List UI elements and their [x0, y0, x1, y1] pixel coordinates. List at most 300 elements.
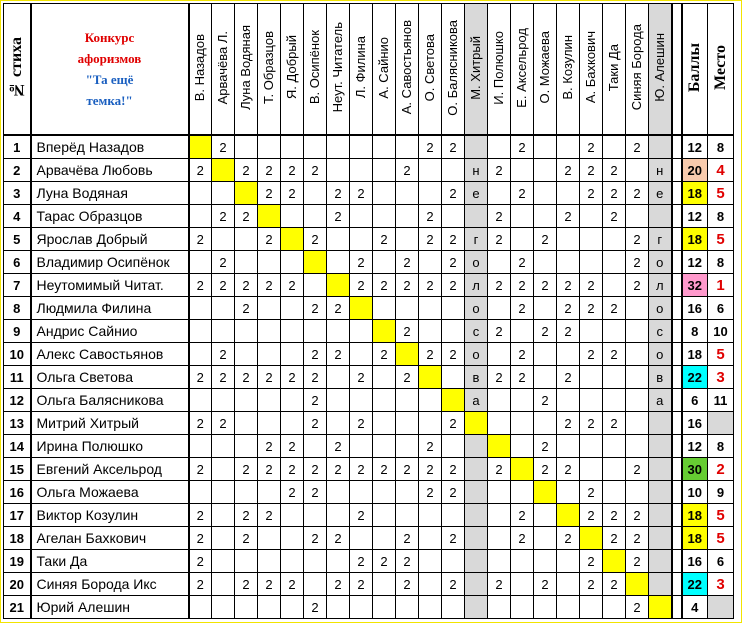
vote-cell: 2: [603, 297, 626, 320]
vote-cell: 2: [327, 182, 350, 205]
vote-cell: 2: [488, 159, 511, 182]
table-row: [4, 573, 734, 596]
vote-cell: 2: [511, 343, 534, 366]
vote-cell: [626, 205, 649, 228]
vote-cell: 2: [235, 527, 258, 550]
vote-cell: 2: [189, 159, 212, 182]
author-name: Людмила Филина: [31, 297, 189, 320]
vote-cell: [327, 550, 350, 573]
vote-cell: 2: [442, 412, 465, 435]
vote-cell: [534, 135, 557, 159]
place-cell: 5: [708, 228, 734, 251]
vote-cell: [580, 527, 603, 550]
place-cell: [708, 596, 734, 619]
row-number: 21: [4, 596, 31, 619]
table-row: [4, 481, 734, 504]
vote-cell: 2: [603, 527, 626, 550]
table-row: [4, 274, 734, 297]
vote-cell: 2: [281, 573, 304, 596]
vote-cell: [258, 412, 281, 435]
vote-cell: [396, 481, 419, 504]
vote-cell: 2: [511, 135, 534, 159]
vote-cell: [327, 481, 350, 504]
judge-header: [488, 4, 511, 136]
vote-cell: 2: [189, 527, 212, 550]
spacer-cell: [672, 458, 682, 481]
vote-cell: 2: [557, 320, 580, 343]
score-cell: 18: [682, 343, 708, 366]
vote-cell: [488, 343, 511, 366]
vote-cell: 2: [419, 435, 442, 458]
vote-cell: 2: [442, 274, 465, 297]
vote-cell: [281, 228, 304, 251]
vote-cell: [281, 412, 304, 435]
score-header-label: Баллы: [685, 42, 703, 93]
place-cell: 5: [708, 527, 734, 550]
table-row: [4, 527, 734, 550]
vote-cell: 2: [557, 205, 580, 228]
vote-cell: [557, 435, 580, 458]
place-cell: 8: [708, 251, 734, 274]
vote-cell: [396, 343, 419, 366]
vote-cell: [511, 389, 534, 412]
vote-cell: 2: [557, 458, 580, 481]
row-number: 15: [4, 458, 31, 481]
row-number: 8: [4, 297, 31, 320]
vote-cell: [534, 251, 557, 274]
vote-cell: [281, 504, 304, 527]
vote-cell: [488, 504, 511, 527]
place-cell: 3: [708, 573, 734, 596]
spacer-cell: [672, 527, 682, 550]
judge-header: [511, 4, 534, 136]
place-cell: [708, 412, 734, 435]
vote-cell: 2: [189, 573, 212, 596]
vote-cell: [396, 297, 419, 320]
vote-cell: [235, 320, 258, 343]
vote-cell: [511, 159, 534, 182]
vote-cell: 2: [626, 135, 649, 159]
vote-cell: 2: [626, 274, 649, 297]
vote-cell: 2: [442, 343, 465, 366]
vote-cell: [488, 251, 511, 274]
judge-name: В. Козулин: [560, 35, 575, 100]
judge-header: [442, 4, 465, 136]
vote-cell: о: [465, 251, 488, 274]
vote-cell: [465, 527, 488, 550]
vote-cell: 2: [212, 366, 235, 389]
vote-cell: е: [649, 182, 672, 205]
vote-cell: 2: [235, 297, 258, 320]
judge-name: Таки Да: [606, 43, 621, 92]
vote-cell: 2: [304, 159, 327, 182]
vote-cell: 2: [419, 343, 442, 366]
vote-cell: [327, 159, 350, 182]
vote-cell: [419, 573, 442, 596]
vote-cell: [557, 596, 580, 619]
vote-cell: [212, 504, 235, 527]
vote-cell: [649, 135, 672, 159]
author-name: Таки Да: [31, 550, 189, 573]
vote-cell: [373, 205, 396, 228]
vote-cell: [189, 251, 212, 274]
vote-cell: 2: [442, 135, 465, 159]
vote-cell: [465, 481, 488, 504]
vote-cell: 2: [511, 274, 534, 297]
author-name: Неутомимый Читат.: [31, 274, 189, 297]
judge-name: Т. Образцов: [261, 31, 276, 104]
row-number: 5: [4, 228, 31, 251]
vote-cell: л: [649, 274, 672, 297]
judge-header: [189, 4, 212, 136]
vote-cell: [350, 320, 373, 343]
vote-cell: [304, 251, 327, 274]
row-number: 9: [4, 320, 31, 343]
vote-cell: 2: [281, 458, 304, 481]
judge-header: [281, 4, 304, 136]
judge-name: Я. Добрый: [284, 35, 299, 100]
score-cell: 10: [682, 481, 708, 504]
row-number: 10: [4, 343, 31, 366]
vote-cell: [649, 205, 672, 228]
table-row: [4, 343, 734, 366]
judge-name: А. Сайнио: [376, 36, 391, 99]
table-row: [4, 504, 734, 527]
vote-cell: в: [649, 366, 672, 389]
vote-cell: [649, 596, 672, 619]
vote-cell: [281, 596, 304, 619]
vote-cell: 2: [304, 412, 327, 435]
vote-cell: [580, 205, 603, 228]
score-cell: 12: [682, 135, 708, 159]
vote-cell: [419, 320, 442, 343]
vote-cell: [419, 182, 442, 205]
vote-cell: 2: [580, 135, 603, 159]
vote-cell: [258, 205, 281, 228]
vote-cell: [557, 251, 580, 274]
vote-cell: [419, 504, 442, 527]
vote-cell: 2: [511, 297, 534, 320]
score-table: [3, 3, 734, 619]
vote-cell: [511, 205, 534, 228]
vote-cell: [396, 412, 419, 435]
vote-cell: 2: [258, 274, 281, 297]
vote-cell: 2: [327, 435, 350, 458]
vote-cell: 2: [580, 573, 603, 596]
vote-cell: [603, 596, 626, 619]
vote-cell: 2: [396, 159, 419, 182]
vote-cell: [212, 527, 235, 550]
judge-name: Е. Аксельрод: [514, 27, 529, 108]
author-name: Ольга Можаева: [31, 481, 189, 504]
table-row: [4, 389, 734, 412]
vote-cell: [304, 135, 327, 159]
vote-cell: [442, 366, 465, 389]
vote-cell: [327, 274, 350, 297]
vote-cell: [235, 550, 258, 573]
place-cell: 11: [708, 389, 734, 412]
judge-header: [580, 4, 603, 136]
judge-name: О. Можаева: [537, 31, 552, 104]
vote-cell: [419, 412, 442, 435]
spacer-cell: [672, 412, 682, 435]
vote-cell: с: [465, 320, 488, 343]
vote-cell: [396, 596, 419, 619]
vote-cell: [534, 343, 557, 366]
vote-cell: [419, 389, 442, 412]
vote-cell: 2: [396, 527, 419, 550]
vote-cell: [235, 135, 258, 159]
vote-cell: [557, 389, 580, 412]
spacer-cell: [672, 596, 682, 619]
vote-cell: [511, 458, 534, 481]
vote-cell: [212, 550, 235, 573]
vote-cell: [557, 135, 580, 159]
vote-cell: 2: [189, 504, 212, 527]
score-cell: 32: [682, 274, 708, 297]
vote-cell: [626, 159, 649, 182]
score-cell: 22: [682, 573, 708, 596]
vote-cell: 2: [304, 481, 327, 504]
judge-name: О. Балясникова: [445, 19, 460, 116]
score-cell: 4: [682, 596, 708, 619]
vote-cell: [235, 481, 258, 504]
vote-cell: 2: [327, 297, 350, 320]
vote-cell: [258, 251, 281, 274]
spacer-cell: [672, 159, 682, 182]
vote-cell: [488, 412, 511, 435]
vote-cell: [511, 228, 534, 251]
judge-name: Синяя Борода: [629, 24, 644, 111]
vote-cell: [327, 320, 350, 343]
vote-cell: 2: [212, 251, 235, 274]
vote-cell: [488, 389, 511, 412]
vote-cell: [373, 573, 396, 596]
vote-cell: 2: [488, 320, 511, 343]
vote-cell: [212, 481, 235, 504]
vote-cell: [212, 159, 235, 182]
vote-cell: [304, 435, 327, 458]
score-cell: 8: [682, 320, 708, 343]
vote-cell: [212, 458, 235, 481]
vote-cell: [465, 596, 488, 619]
vote-cell: [557, 343, 580, 366]
vote-cell: [534, 205, 557, 228]
vote-cell: [442, 389, 465, 412]
header-row: [4, 4, 734, 136]
vote-cell: 2: [189, 412, 212, 435]
table-row: [4, 159, 734, 182]
judge-name: Арвачёва Л.: [215, 30, 230, 105]
judge-name: Луна Водяная: [238, 25, 253, 110]
vote-cell: [580, 251, 603, 274]
vote-cell: [373, 135, 396, 159]
vote-cell: [189, 205, 212, 228]
vote-cell: 2: [534, 573, 557, 596]
vote-cell: о: [649, 297, 672, 320]
vote-cell: 2: [281, 481, 304, 504]
vote-cell: 2: [304, 228, 327, 251]
vote-cell: [626, 412, 649, 435]
score-header: [682, 4, 708, 136]
vote-cell: [465, 205, 488, 228]
vote-cell: [603, 228, 626, 251]
spreadsheet: [3, 3, 734, 619]
judge-header: [603, 4, 626, 136]
vote-cell: н: [649, 159, 672, 182]
score-cell: 16: [682, 297, 708, 320]
table-row: [4, 205, 734, 228]
vote-cell: 2: [396, 366, 419, 389]
vote-cell: 2: [281, 435, 304, 458]
vote-cell: а: [465, 389, 488, 412]
spacer-cell: [672, 205, 682, 228]
vote-cell: [189, 389, 212, 412]
judge-name: В. Осипёнок: [307, 30, 322, 105]
author-name: Евгений Аксельрод: [31, 458, 189, 481]
vote-cell: 2: [304, 297, 327, 320]
row-number: 14: [4, 435, 31, 458]
author-name: Луна Водяная: [31, 182, 189, 205]
judge-name: И. Полюшко: [491, 30, 506, 105]
vote-cell: [488, 297, 511, 320]
vote-cell: [373, 596, 396, 619]
vote-cell: 2: [258, 182, 281, 205]
vote-cell: [465, 573, 488, 596]
vote-cell: 2: [626, 527, 649, 550]
vote-cell: 2: [419, 274, 442, 297]
vote-cell: 2: [442, 527, 465, 550]
vote-cell: [649, 550, 672, 573]
spacer-cell: [672, 320, 682, 343]
vote-cell: 2: [258, 366, 281, 389]
vote-cell: 2: [304, 389, 327, 412]
vote-cell: [350, 135, 373, 159]
vote-cell: 2: [189, 550, 212, 573]
vote-cell: [626, 481, 649, 504]
vote-cell: [465, 504, 488, 527]
row-number: 3: [4, 182, 31, 205]
title-line3: "Та ещё: [85, 72, 134, 87]
vote-cell: 2: [281, 366, 304, 389]
vote-cell: [373, 412, 396, 435]
vote-cell: 2: [350, 274, 373, 297]
vote-cell: 2: [235, 458, 258, 481]
table-row: [4, 251, 734, 274]
vote-cell: [442, 504, 465, 527]
vote-cell: [603, 366, 626, 389]
vote-cell: 2: [212, 135, 235, 159]
vote-cell: [534, 366, 557, 389]
spacer-cell: [672, 343, 682, 366]
vote-cell: 2: [557, 412, 580, 435]
vote-cell: 2: [603, 573, 626, 596]
vote-cell: 2: [580, 412, 603, 435]
row-number: 20: [4, 573, 31, 596]
vote-cell: [580, 435, 603, 458]
place-cell: 8: [708, 135, 734, 159]
vote-cell: [212, 389, 235, 412]
spacer-cell: [672, 366, 682, 389]
vote-cell: [350, 297, 373, 320]
vote-cell: 2: [534, 458, 557, 481]
vote-cell: [258, 596, 281, 619]
score-cell: 18: [682, 182, 708, 205]
vote-cell: [350, 343, 373, 366]
vote-cell: [580, 366, 603, 389]
vote-cell: [281, 205, 304, 228]
vote-cell: 2: [488, 573, 511, 596]
vote-cell: 2: [626, 458, 649, 481]
vote-cell: 2: [603, 412, 626, 435]
vote-cell: 2: [350, 251, 373, 274]
judge-header: [419, 4, 442, 136]
author-name: Андрис Сайнио: [31, 320, 189, 343]
author-name: Ольга Светова: [31, 366, 189, 389]
vote-cell: [327, 135, 350, 159]
score-cell: 30: [682, 458, 708, 481]
vote-cell: 2: [258, 458, 281, 481]
spacer-cell: [672, 550, 682, 573]
vote-cell: 2: [235, 274, 258, 297]
vote-cell: 2: [212, 412, 235, 435]
vote-cell: [488, 527, 511, 550]
vote-cell: н: [465, 159, 488, 182]
score-cell: 12: [682, 251, 708, 274]
vote-cell: [373, 481, 396, 504]
vote-cell: [419, 159, 442, 182]
table-row: [4, 596, 734, 619]
vote-cell: [488, 596, 511, 619]
vote-cell: [373, 389, 396, 412]
place-cell: 3: [708, 366, 734, 389]
vote-cell: [235, 182, 258, 205]
vote-cell: [304, 504, 327, 527]
table-row: [4, 182, 734, 205]
vote-cell: 2: [304, 343, 327, 366]
vote-cell: [212, 182, 235, 205]
vote-cell: [580, 458, 603, 481]
author-name: Митрий Хитрый: [31, 412, 189, 435]
vote-cell: [511, 573, 534, 596]
judge-header: [212, 4, 235, 136]
vote-cell: [488, 550, 511, 573]
vote-cell: [419, 527, 442, 550]
vote-cell: [580, 596, 603, 619]
author-name: Агелан Бахкович: [31, 527, 189, 550]
vote-cell: 2: [258, 435, 281, 458]
vote-cell: 2: [557, 297, 580, 320]
author-name: Арвачёва Любовь: [31, 159, 189, 182]
vote-cell: [626, 297, 649, 320]
vote-cell: 2: [258, 504, 281, 527]
vote-cell: [350, 481, 373, 504]
vote-cell: [557, 481, 580, 504]
place-cell: 5: [708, 182, 734, 205]
table-row: [4, 297, 734, 320]
author-name: Ольга Балясникова: [31, 389, 189, 412]
vote-cell: [327, 251, 350, 274]
judge-name: Л. Филина: [353, 36, 368, 99]
vote-cell: 2: [189, 366, 212, 389]
vote-cell: [258, 527, 281, 550]
row-number: 17: [4, 504, 31, 527]
author-name: Синяя Борода Икс: [31, 573, 189, 596]
score-cell: 12: [682, 435, 708, 458]
vote-cell: [304, 205, 327, 228]
vote-cell: 2: [304, 458, 327, 481]
vote-cell: 2: [396, 458, 419, 481]
